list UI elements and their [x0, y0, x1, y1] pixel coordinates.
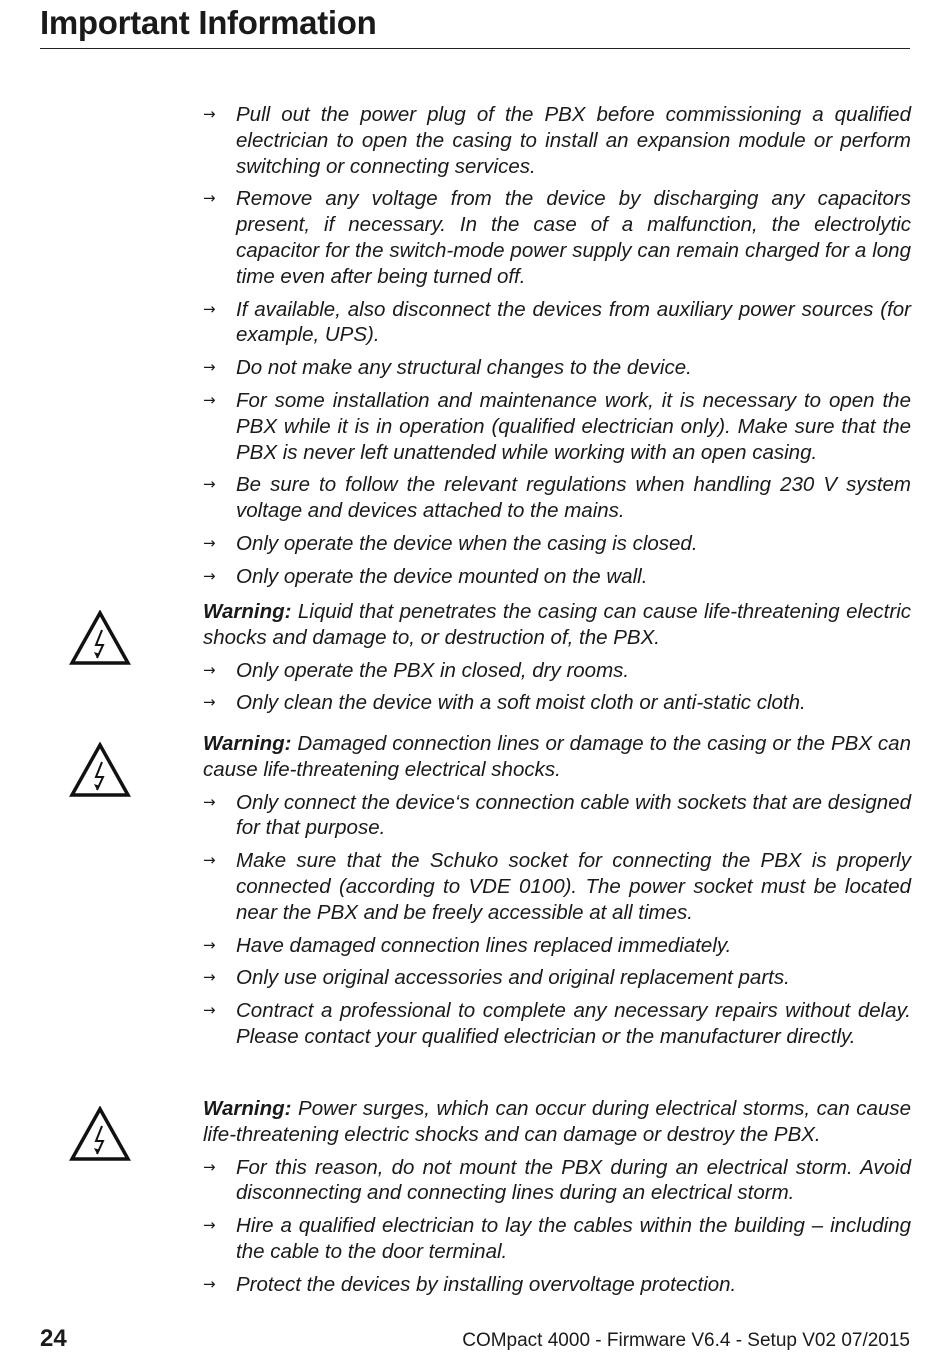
list-item: → Make sure that the Schuko socket for connecting the PBX is properly connected (according to VDE 0100). The power socket must be located near the PBX and be freely accessible at all times.	[203, 849, 911, 924]
arrow-bullet-icon: →	[203, 566, 216, 585]
arrow-bullet-icon: →	[203, 1001, 216, 1020]
warning-text: Liquid that penetrates the casing can cause life-threatening electric shocks and damage to, or destruction of, the PBX.	[203, 600, 911, 649]
list-item: → Have damaged connection lines replaced immediately.	[203, 933, 732, 957]
arrow-bullet-icon: →	[203, 935, 216, 954]
power-surge-warning-section	[203, 1096, 911, 1305]
title-divider	[40, 48, 910, 49]
precautions-section	[203, 102, 911, 597]
arrow-bullet-icon: →	[203, 390, 216, 409]
arrow-bullet-icon: →	[203, 1157, 216, 1176]
list-item: → Only operate the device mounted on the wall.	[203, 564, 648, 588]
list-item: → Be sure to follow the relevant regulations when handling 230 V system voltage and devices attached to the mains.	[203, 473, 911, 523]
list-item: → For some installation and maintenance work, it is necessary to open the PBX while it is in operation (qualified electrician only). Make sure that the PBX is never left unattended while working with an open casing.	[203, 388, 911, 464]
list-item: → Remove any voltage from the device by discharging any capacitors present, if necessary. In the case of a malfunction, the electrolytic capacitor for the switch-mode power supply can remain charged for a long time even after being turned off.	[203, 187, 911, 288]
warning-text: Damaged connection lines or damage to the casing or the PBX can cause life-threatening electrical shocks.	[203, 732, 911, 781]
arrow-bullet-icon: →	[203, 105, 216, 123]
arrow-bullet-icon: →	[203, 851, 216, 870]
arrow-bullet-icon: →	[203, 299, 216, 318]
arrow-bullet-icon: →	[203, 533, 216, 552]
warning-text: Power surges, which can occur during electrical storms, can cause life-threatening electric shocks and can damage or destroy the PBX.	[203, 1097, 912, 1146]
arrow-bullet-icon: →	[203, 1274, 216, 1293]
arrow-bullet-icon: →	[203, 968, 216, 987]
power-surge-list	[203, 1155, 911, 1298]
arrow-bullet-icon: →	[203, 660, 216, 679]
arrow-bullet-icon: →	[203, 792, 216, 811]
arrow-bullet-icon: →	[203, 475, 216, 494]
warning-label: Warning:	[203, 1097, 292, 1120]
warning-paragraph	[203, 1096, 911, 1148]
warning-label: Warning:	[203, 600, 292, 623]
liquid-warning-list	[203, 658, 911, 717]
arrow-bullet-icon: →	[203, 693, 216, 712]
arrow-bullet-icon: →	[203, 358, 216, 377]
list-item: → Only operate the PBX in closed, dry rooms.	[203, 658, 630, 682]
list-item: → Only use original accessories and original replacement parts.	[203, 966, 790, 990]
damaged-lines-warning-section	[203, 731, 911, 1057]
list-item: → Only connect the device‘s connection cable with sockets that are designed for that purpose.	[203, 790, 911, 840]
page-title: Important Information	[40, 4, 377, 41]
precautions-list	[203, 102, 911, 590]
arrow-bullet-icon: →	[203, 1216, 216, 1235]
page-number: 24	[40, 1325, 67, 1352]
list-item: → Only operate the device when the casing is closed.	[203, 531, 698, 555]
list-item: → Only clean the device with a soft moist cloth or anti-static cloth.	[203, 691, 806, 715]
list-item: → For this reason, do not mount the PBX during an electrical storm. Avoid disconnecting and connecting lines during an electrical storm.	[203, 1155, 911, 1205]
electrical-hazard-icon	[69, 742, 131, 798]
document-footer: COMpact 4000 - Firmware V6.4 - Setup V02 07/2015	[462, 1330, 910, 1351]
warning-paragraph	[203, 731, 911, 783]
electrical-hazard-icon	[69, 610, 131, 666]
arrow-bullet-icon: →	[203, 189, 216, 208]
warning-paragraph	[203, 599, 911, 651]
electrical-hazard-icon	[69, 1106, 131, 1162]
list-item: → Hire a qualified electrician to lay the cables within the building – including the cable to the door terminal.	[203, 1214, 911, 1263]
damaged-lines-list	[203, 790, 911, 1050]
list-item: → Protect the devices by installing overvoltage protection.	[203, 1272, 737, 1296]
list-item: → Contract a professional to complete any necessary repairs without delay. Please contact your qualified electrician or the manufacturer directly.	[203, 999, 911, 1048]
list-item: → If available, also disconnect the devices from auxiliary power sources (for example, UPS).	[203, 297, 911, 347]
warning-label: Warning:	[203, 732, 292, 755]
list-item: → Pull out the power plug of the PBX before commissioning a qualified electrician to open the casing to install an expansion module or perform switching or connecting services.	[203, 103, 911, 178]
list-item: → Do not make any structural changes to the device.	[203, 356, 692, 380]
liquid-warning-section	[203, 599, 911, 723]
